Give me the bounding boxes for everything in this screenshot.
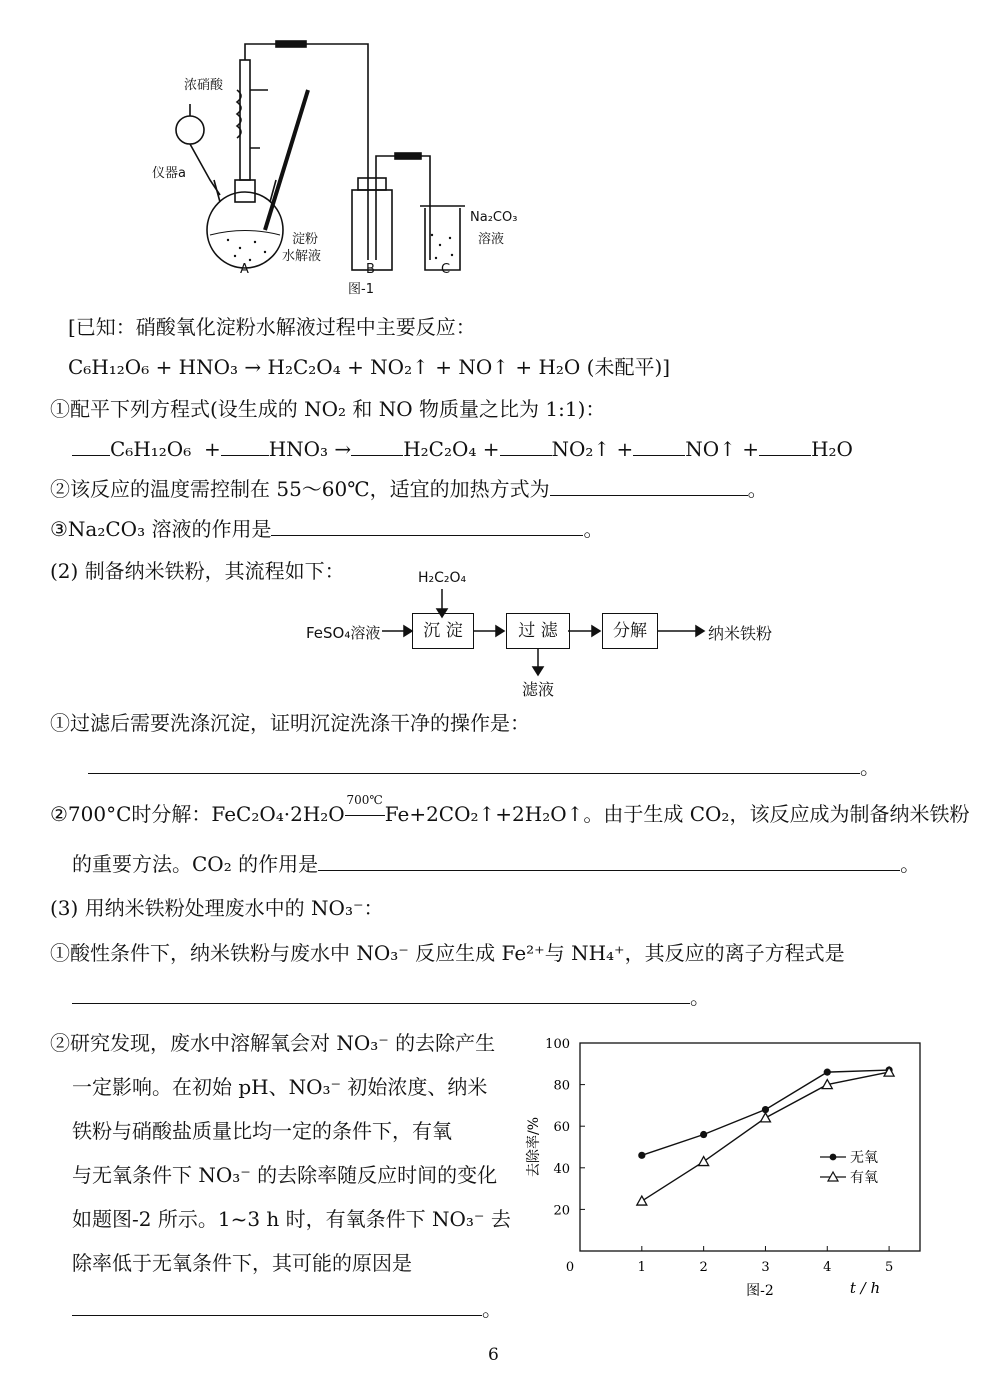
x-axis-label: t / h bbox=[849, 1279, 881, 1297]
y-tick-label: 60 bbox=[553, 1120, 570, 1136]
answer-blank[interactable] bbox=[550, 477, 748, 496]
known-intro: [已知：硝酸氧化淀粉水解液过程中主要反应： bbox=[68, 315, 476, 339]
label-a: A bbox=[240, 262, 249, 277]
q1-balance-row bbox=[72, 436, 853, 462]
data-point-无氧 bbox=[638, 1152, 645, 1159]
q3-item1: ①酸性条件下，纳米铁粉与废水中 NO₃⁻ 反应生成 Fe²⁺与 NH₄⁺，其反应的离子方程式是 bbox=[50, 941, 845, 965]
legend-marker bbox=[830, 1154, 837, 1161]
x-tick-label: 1 bbox=[637, 1260, 646, 1275]
data-point-有氧 bbox=[699, 1157, 709, 1166]
answer-blank[interactable] bbox=[72, 985, 690, 1004]
answer-blank[interactable] bbox=[318, 852, 900, 871]
term: HNO₃ → bbox=[268, 437, 352, 461]
term: NO₂↑ + bbox=[551, 437, 634, 461]
x-tick-label: 5 bbox=[884, 1260, 894, 1275]
data-point-有氧 bbox=[884, 1067, 894, 1076]
answer-blank[interactable] bbox=[72, 1297, 482, 1316]
legend-label: 有氧 bbox=[850, 1170, 878, 1186]
q2-item1: ①过滤后需要洗涤沉淀，证明沉淀洗涤干净的操作是： bbox=[50, 711, 530, 735]
label-instrument-a: 仪器a bbox=[152, 166, 186, 181]
reaction-condition: 700℃ bbox=[345, 801, 385, 827]
y-tick-label: 20 bbox=[553, 1203, 570, 1219]
q2-title: (2) 制备纳米铁粉，其流程如下： bbox=[50, 559, 345, 583]
x-tick-label: 0 bbox=[565, 1260, 575, 1275]
legend-label: 无氧 bbox=[850, 1150, 878, 1166]
flow-start: FeSO₄溶液 bbox=[306, 624, 381, 642]
term: C₆H₁₂O₆ bbox=[110, 437, 192, 461]
y-tick-label: 80 bbox=[553, 1078, 570, 1094]
q2-item2-cont: 的重要方法。CO₂ 的作用是 。 bbox=[72, 852, 921, 876]
removal-rate-chart bbox=[520, 1025, 940, 1305]
q3-item2-line: 铁粉与硝酸盐质量比均一定的条件下，有氧 bbox=[72, 1119, 452, 1143]
answer-blank[interactable] bbox=[221, 437, 269, 456]
x-tick-label: 3 bbox=[761, 1260, 770, 1275]
term: NO↑ + bbox=[685, 437, 760, 461]
answer-blank[interactable] bbox=[72, 437, 110, 456]
q3-item2-line: 与无氧条件下 NO₃⁻ 的去除率随反应时间的变化 bbox=[72, 1163, 498, 1187]
figure-1-caption: 图-1 bbox=[348, 282, 374, 297]
q3-item1-answer: 。 bbox=[72, 984, 710, 1010]
q3-title: (3) 用纳米铁粉处理废水中的 NO₃⁻： bbox=[50, 896, 384, 920]
flow-filtrate: 滤液 bbox=[522, 680, 555, 699]
q3-item2-line: 除率低于无氧条件下，其可能的原因是 bbox=[72, 1251, 412, 1275]
term: H₂O bbox=[811, 437, 853, 461]
label-starch-1: 淀粉 bbox=[292, 232, 319, 247]
term: + bbox=[203, 437, 221, 461]
q2-item1-answer: 。 bbox=[88, 754, 880, 780]
apparatus-figure bbox=[140, 30, 560, 300]
flow-step-precipitate: 沉 淀 bbox=[412, 613, 474, 649]
label-starch-2: 水解液 bbox=[282, 249, 322, 264]
answer-blank[interactable] bbox=[88, 755, 860, 774]
y-tick-label: 100 bbox=[545, 1037, 570, 1052]
label-solution: 溶液 bbox=[478, 232, 505, 247]
q3-item2-line: ②研究发现，废水中溶解氧会对 NO₃⁻ 的去除产生 bbox=[50, 1031, 496, 1055]
flow-step-decompose: 分解 bbox=[602, 613, 658, 649]
answer-blank[interactable] bbox=[633, 437, 685, 456]
answer-blank[interactable] bbox=[759, 437, 811, 456]
label-b: B bbox=[366, 262, 375, 277]
q3-item2-line: 一定影响。在初始 pH、NO₃⁻ 初始浓度、纳米 bbox=[72, 1075, 488, 1099]
data-point-有氧 bbox=[760, 1113, 770, 1122]
q2-item2: ②700°C时分解：FeC₂O₄·2H₂O 700℃ Fe+2CO₂↑+2H₂O↑。由于生成 CO₂，该反应成为制备纳米铁粉 bbox=[50, 793, 970, 826]
y-axis-label: 去除率/% bbox=[526, 1116, 542, 1178]
answer-blank[interactable] bbox=[271, 517, 583, 536]
q3-item2-answer: 。 bbox=[72, 1296, 502, 1322]
q3-item2-line: 如题图-2 所示。1~3 h 时，有氧条件下 NO₃⁻ 去 bbox=[72, 1207, 511, 1231]
data-point-有氧 bbox=[637, 1196, 647, 1205]
q1-item2: ②该反应的温度需控制在 55～60℃，适宜的加热方式为 。 bbox=[50, 477, 768, 501]
term: H₂C₂O₄ + bbox=[403, 437, 500, 461]
plot-frame bbox=[580, 1043, 920, 1251]
page-number: 6 bbox=[488, 1345, 499, 1365]
flow-product: 纳米铁粉 bbox=[708, 624, 773, 643]
chart-title: 图-2 bbox=[746, 1283, 774, 1299]
x-tick-label: 2 bbox=[699, 1260, 708, 1275]
q1-item3: ③Na₂CO₃ 溶液的作用是 。 bbox=[50, 517, 604, 541]
answer-blank[interactable] bbox=[500, 437, 552, 456]
label-nitric-acid: 浓硝酸 bbox=[184, 78, 224, 93]
x-tick-label: 4 bbox=[823, 1260, 832, 1275]
label-c: C bbox=[441, 262, 451, 277]
flow-reagent-top: H₂C₂O₄ bbox=[418, 570, 467, 586]
data-point-无氧 bbox=[824, 1069, 831, 1076]
label-na2co3: Na₂CO₃ bbox=[470, 210, 518, 225]
q1-item1: ①配平下列方程式(设生成的 NO₂ 和 NO 物质量之比为 1:1)： bbox=[50, 397, 606, 421]
answer-blank[interactable] bbox=[351, 437, 403, 456]
flow-step-filter: 过 滤 bbox=[506, 613, 570, 649]
known-equation: C₆H₁₂O₆ + HNO₃ → H₂C₂O₄ + NO₂↑ + NO↑ + H₂O (未配平)] bbox=[68, 355, 671, 379]
y-tick-label: 40 bbox=[553, 1161, 570, 1177]
data-point-无氧 bbox=[700, 1131, 707, 1138]
